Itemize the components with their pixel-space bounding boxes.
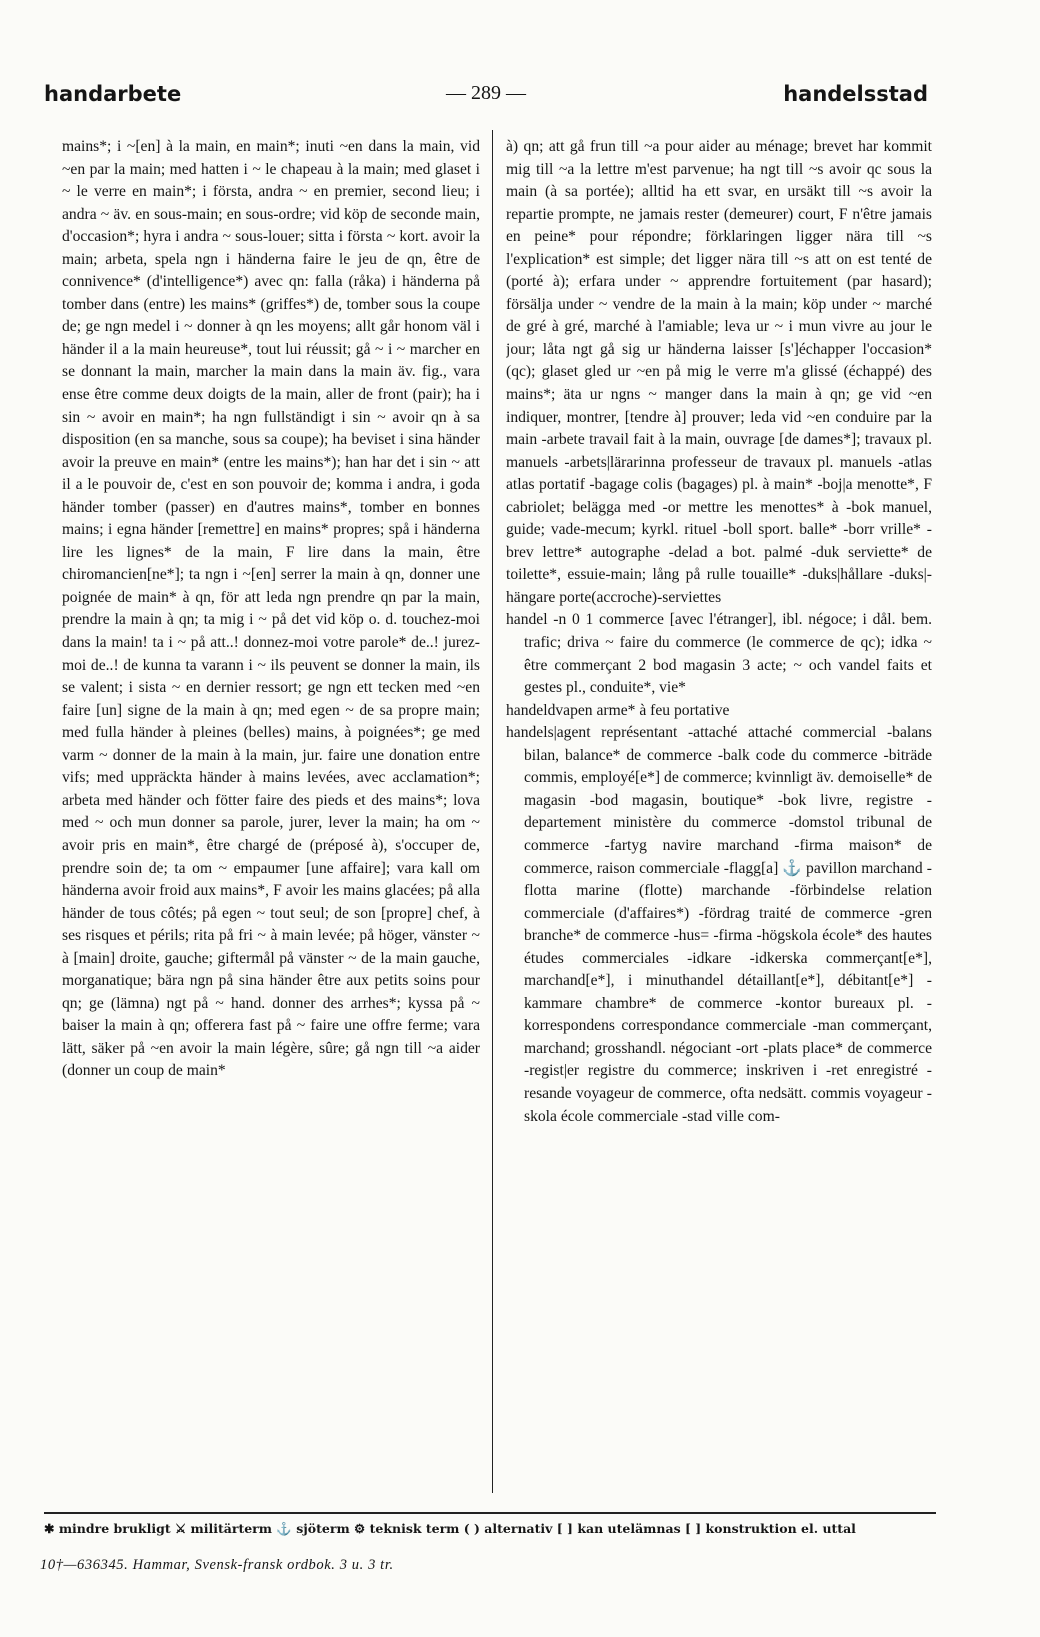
page-header (44, 82, 928, 116)
symbol-legend: ✱ mindre brukligt ⚔ militärterm ⚓ sjöterm ⚙ teknisk term ( ) alternativ [ ] kan utelämnas [ ] konstruktion el. uttal (44, 1521, 856, 1536)
entry-handel: handel -n 0 1 commerce [avec l'étranger], ibl. négoce; i dål. bem. trafic; driva ~ faire du commerce (le commerce de qc); idka ~ être commerçant 2 bod magasin 3 acte; ~ och vandel faits et gestes pl., conduite*, vie* (506, 611, 932, 697)
entry-handeldvapen: handeldvapen arme* à feu portative (506, 701, 730, 719)
entry-text: mains*; i ~[en] à la main, en main*; inuti ~en dans la main, vid ~en par la main; med hatten i ~ le chapeau à la main; med glaset i ~ le verre en main*; i första, andra ~ en premier, second lieu; i andra ~ äv. en sous-main; en sous-ordre; vid köp de seconde main, d'occasion*; hyra i andra ~ sous-louer; sitta i första ~ kort. avoir la main; arbeta, spela ngn i händerna faire le jeu de qn, être de connivence* (d'intelligence*) avec qn: falla (råka) i händerna på tomber dans (entre) les mains* (griffes*) de, tomber sous la coupe de; ge ngn medel i ~ donner à qn les moyens; allt går honom väl i händer il a la main heureuse*, tout lui réussit; gå ~ i ~ marcher en se donnant la main, marcher la main dans la main äv. fig., vara ense être comme deux doigts de la main, aller de front (pair); ha i sin ~ avoir en main*; ha ngn fullständigt i sin ~ avoir qn à sa disposition (en sa manche, sous sa coupe); ha beviset i sina händer avoir la preuve en main* (entre les mains*); han har det i sin ~ att il a le pouvoir de, c'est en son pouvoir de; komma i andra, i goda händer tomber (passer) en d'autres mains*, tomber en bonnes mains; i egna händer [remettre] en mains* propres; spå i händerna lire les lignes* de la main, F lire dans la main, être chiromancien[ne*]; ta ngn i ~[en] serrer la main à qn, donner une poignée de main* à qn, för att leda ngn prendre qn par la main, prendre la main à qn; ta mig i ~ på det vid köp o. d. touchez-moi dans la main! ta i ~ på att..! donnez-moi votre parole* de..! jurez-moi de..! de kunna ta varann i ~ ils peuvent se donner la main, ils se valent; i sista ~ en dernier ressort; ge ngn ett tecken med ~en faire [un] signe de la main à qn; med egen ~ de sa propre main; med fulla händer à pleines (belles) mains, à poignées*; ge med varm ~ donner de la main à la main, jur. faire une donation entre vifs; med uppräckta händer à mains levées, avec acclamation*; arbeta med händer och fötter faire des pieds et des mains*; lova med ~ och mun donner sa parole, jurer, lever la main; ha om ~ avoir pris en main*, être chargé de (préposé à), s'occuper de, prendre soin de; ta om ~ empaumer [une affaire]; vara kall om händerna avoir froid aux mains*, F avoir les mains glacées; på alla händer de tous côtés; på egen ~ tout seul; de son [propre] chef, à ses risques et périls; rita på fri ~ à main levée; på höger, vänster ~ à [main] droite, gauche; giftermål på vänster ~ de la main gauche, morganatique; bära ngn på sina händer être aux petits soins pour qn; ge (lämna) ngt på ~ hand. donner des arrhes*; kyssa på ~ baiser la main à qn; offerera fast på ~ faire une offre ferme; vara lätt, säker på ~en avoir la main légère, sûre; gå ngn till ~a aider (donner un coup de main* (62, 138, 480, 1080)
page-number: — 289 — (446, 82, 526, 104)
print-imprint: 10†—636345. Hammar, Svensk-fransk ordbok. 3 u. 3 tr. (40, 1557, 394, 1573)
footer-rule (44, 1512, 936, 1514)
right-column (506, 136, 932, 1492)
guide-word-left: handarbete (44, 82, 182, 106)
column-divider (492, 130, 493, 1493)
entry-handels: handels|agent représentant -attaché attaché commercial -balans bilan, balance* de commerce -balk code du commerce -biträde commis, employé[e*] de commerce; kvinnligt äv. demoiselle* de magasin -bod magasin, boutique* -bok livre, registre -departement ministère du commerce -domstol tribunal de commerce -fartyg navire marchand -firma maison* de commerce, raison commerciale -flagg[a] ⚓ pavillon marchand -flotta marine (flotte) marchande -förbindelse relation commerciale (d'affaires*) -fördrag traité de commerce -gren branche* de commerce -hus= -firma -högskola école* des hautes études commerciales -idkare -idkerska commerçant[e*], marchand[e*], i minuthandel détaillant[e*], débitant[e*] -kammare chambre* de commerce -kontor bureaux pl. -korrespondens correspondance commerciale -man commerçant, marchand; grosshandl. négociant -ort -plats place* de commerce -regist|er registre du commerce; inskriven i -ret enregistré -resande voyageur de commerce, ofta nedsätt. commis voyageur -skola école commerciale -stad ville com- (506, 724, 932, 1125)
entry-text: à) qn; att gå frun till ~a pour aider au ménage; brevet har kommit mig till ~a la lettre m'est parvenue; ha ngt till ~s avoir qc sous la main (à sa portée); alltid ha ett svar, en ursäkt till ~s avoir la repartie prompte, ne jamais rester (demeurer) court, F n'être jamais en peine* pour répondre; förklaringen ligger nära till ~s l'explication* est simple; det ligger nära till ~s att on est tenté de (porté à); erfara under ~ apprendre fortuitement (par hasard); försälja under ~ vendre de la main à la main; köp under ~ marché de gré à gré, marché à l'amiable; leva ur ~ i mun vivre au jour le jour; låta ngt gå sig ur händerna laisser [s']échapper l'occasion* (qc); glaset gled ur ~en på mig le verre m'a glissé (échappé) des mains*; äta ur ngns ~ manger dans la main à qn; ge vid ~en indiquer, montrer, [tendre à] prouver; leda vid ~en conduire par la main -arbete travail fait à la main, ouvrage [de dames*]; travaux pl. manuels -arbets|lärarinna professeur de travaux pl. manuels -atlas atlas portatif -bagage colis (bagages) pl. à main* -boj|a menotte*, F cabriolet; belägga med -or mettre les menottes* à -bok manuel, guide; vade-mecum; kyrkl. rituel -boll sport. balle* -borr vrille* -brev lettre* autographe -delad a bot. palmé -duk serviette* de toilette*, essuie-main; lång på rulle touaille* -duks|hållare -duks|-hängare porte(accroche)-serviettes (506, 138, 932, 606)
guide-word-right: handelsstad (783, 82, 928, 106)
left-column (62, 136, 480, 1492)
